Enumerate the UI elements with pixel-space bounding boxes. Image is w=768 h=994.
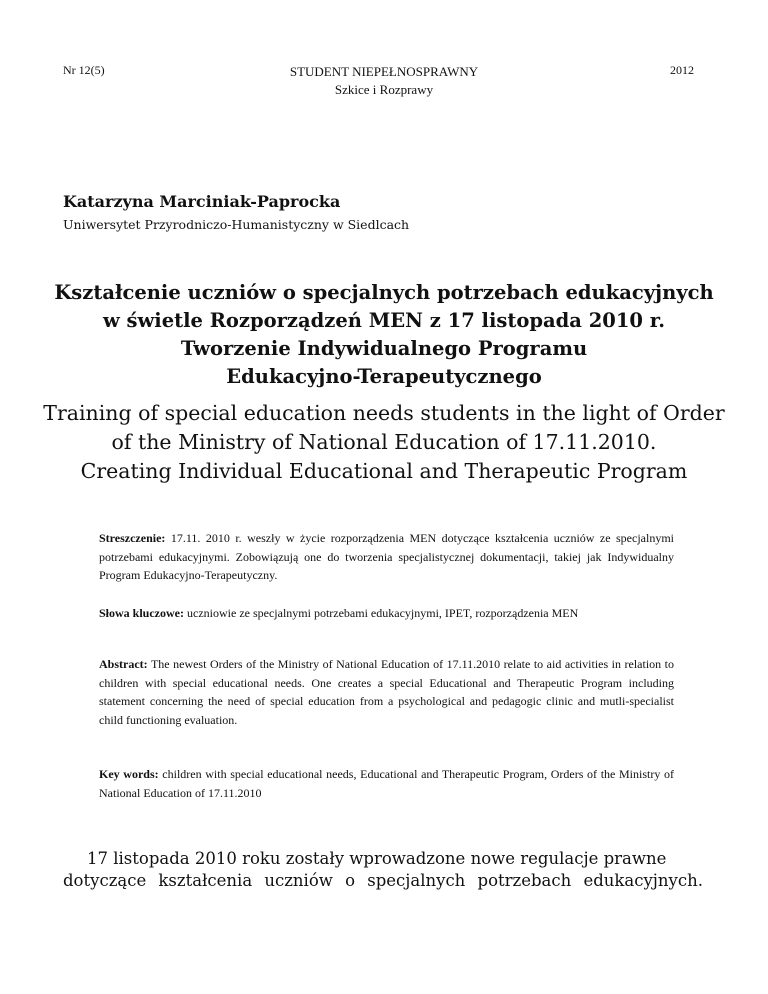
- issue-number: Nr 12(5): [63, 63, 105, 77]
- title-english-line: Training of special education needs students in the light of Order: [43, 401, 725, 425]
- streszczenie-label: Streszczenie:: [99, 531, 166, 545]
- keywords-block: [99, 765, 674, 802]
- keywords-text: children with special educational needs, Educational and Therapeutic Program, Orders of the Ministry of National Education of 17.11.2010: [99, 767, 674, 800]
- title-polish-line: Tworzenie Indywidualnego Programu: [180, 337, 588, 360]
- publication-year: 2012: [670, 63, 694, 77]
- slowa-kluczowe-text: uczniowie ze specjalnymi potrzebami edukacyjnymi, IPET, rozporządzenia MEN: [184, 606, 579, 620]
- body-paragraph-line1: [63, 848, 703, 870]
- body-paragraph-line2: dotyczące kształcenia uczniów o specjalnych potrzebach edukacyjnych.: [63, 871, 703, 890]
- journal-header: [0, 63, 768, 99]
- title-polish-line: Kształcenie uczniów o specjalnych potrzebach edukacyjnych: [54, 281, 714, 304]
- title-polish: [40, 279, 728, 391]
- title-polish-line: w świetle Rozporządzeń MEN z 17 listopada 2010 r.: [102, 309, 666, 332]
- journal-section: Szkice i Rozprawy: [334, 82, 434, 97]
- title-english-line: of the Ministry of National Education of 17.11.2010.: [111, 430, 657, 454]
- author-name: Katarzyna Marciniak-Paprocka: [63, 192, 341, 211]
- title-polish-line: Edukacyjno-Terapeutycznego: [226, 365, 542, 388]
- keywords-label: Key words:: [99, 767, 159, 781]
- body-text-line: 17 listopada 2010 roku zostały wprowadzone nowe regulacje prawne: [87, 849, 667, 868]
- abstract-label: Abstract:: [99, 657, 148, 671]
- author-affiliation: Uniwersytet Przyrodniczo-Humanistyczny w Siedlcach: [63, 217, 410, 232]
- journal-title: STUDENT NIEPEŁNOSPRAWNY: [289, 64, 479, 79]
- title-english-line: Creating Individual Educational and Therapeutic Program: [80, 459, 688, 483]
- abstract-block: [99, 655, 674, 729]
- title-english: [40, 399, 728, 486]
- slowa-kluczowe-label: Słowa kluczowe:: [99, 606, 184, 620]
- streszczenie-text: 17.11. 2010 r. weszły w życie rozporządzenia MEN dotyczące kształcenia uczniów ze specjalnymi potrzebami edukacyjnymi. Zobowiązują one do tworzenia specjalistycznej dokumentacji, takiej jak Indywidualny Program Edukacyjno-Terapeutyczny.: [99, 531, 674, 582]
- slowa-kluczowe-block: [99, 604, 674, 623]
- abstract-text: The newest Orders of the Ministry of National Education of 17.11.2010 relate to aid activities in relation to children with special educational needs. One creates a special Educational and Therapeutic Program including statement concerning the need of special education from a psychological and pedagogic clinic and mutli-specialist child functioning evaluation.: [99, 657, 674, 727]
- streszczenie-block: [99, 529, 674, 585]
